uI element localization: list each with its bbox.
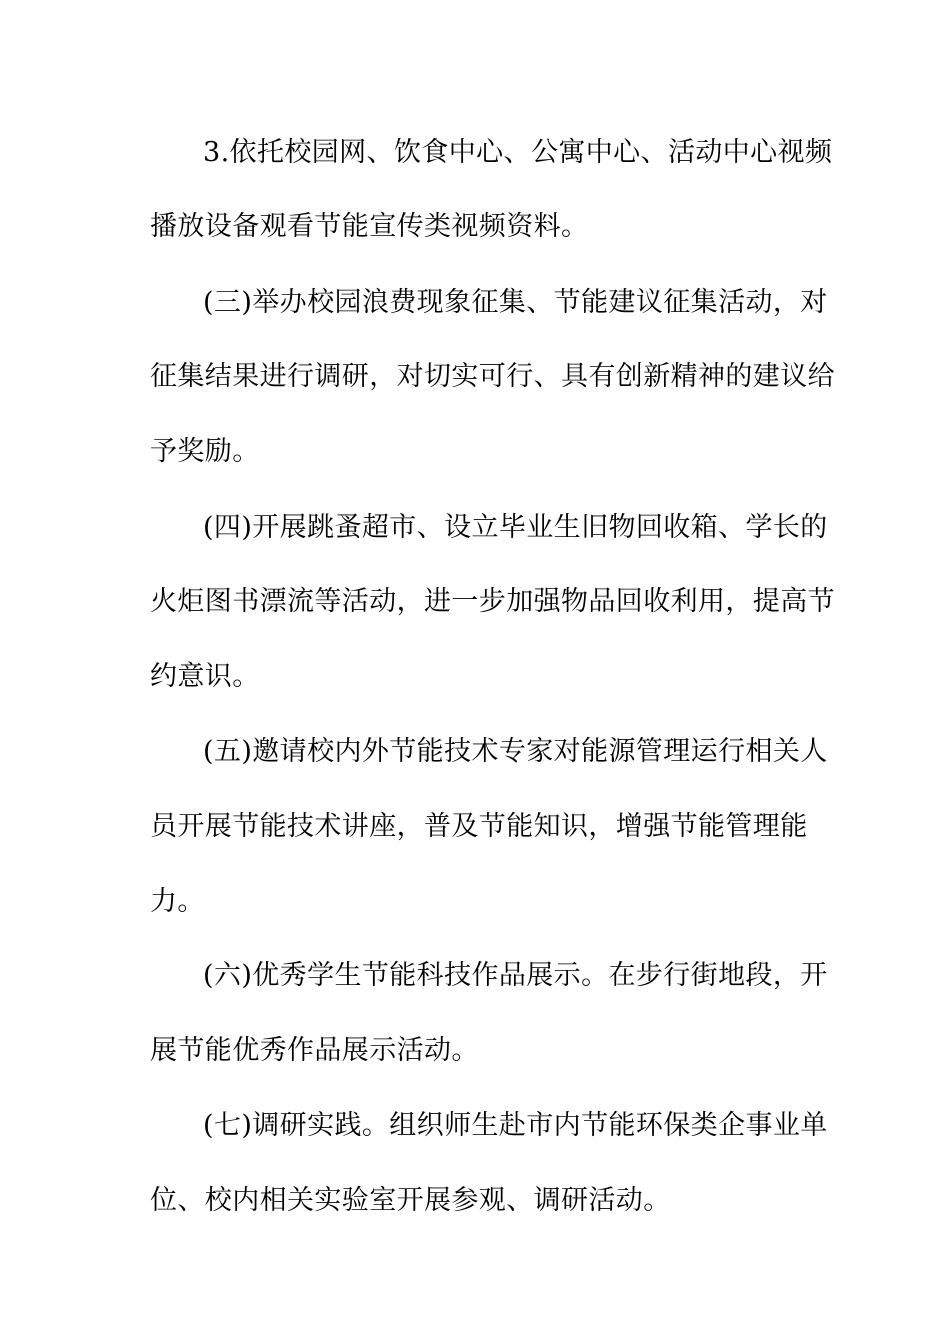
paragraph-section-3-line-2: 征集结果进行调研，对切实可行、具有创新精神的建议给	[150, 361, 835, 392]
paragraph-section-5-line-1: (五)邀请校内外节能技术专家对能源管理运行相关人	[203, 736, 828, 767]
paragraph-section-7-line-1: (七)调研实践。组织师生赴市内节能环保类企事业单	[203, 1110, 828, 1141]
paragraph-section-5-line-2: 员开展节能技术讲座，普及节能知识，增强节能管理能	[150, 811, 808, 842]
paragraph-item-3-line-1: 3.依托校园网、饮食中心、公寓中心、活动中心视频	[203, 137, 833, 168]
paragraph-section-6-line-2: 展节能优秀作品展示活动。	[150, 1035, 479, 1066]
paragraph-section-4-line-1: (四)开展跳蚤超市、设立毕业生旧物回收箱、学长的	[203, 512, 828, 543]
paragraph-section-4-line-3: 约意识。	[150, 661, 260, 692]
paragraph-item-3-line-2: 播放设备观看节能宣传类视频资料。	[150, 211, 589, 242]
paragraph-section-3-line-3: 予奖励。	[150, 436, 260, 467]
paragraph-section-4-line-2: 火炬图书漂流等活动，进一步加强物品回收利用，提高节	[150, 586, 835, 617]
paragraph-section-3-line-1: (三)举办校园浪费现象征集、节能建议征集活动，对	[203, 287, 828, 318]
paragraph-section-5-line-3: 力。	[150, 886, 205, 917]
paragraph-section-6-line-1: (六)优秀学生节能科技作品展示。在步行街地段，开	[203, 960, 828, 991]
paragraph-section-7-line-2: 位、校内相关实验室开展参观、调研活动。	[150, 1185, 671, 1216]
